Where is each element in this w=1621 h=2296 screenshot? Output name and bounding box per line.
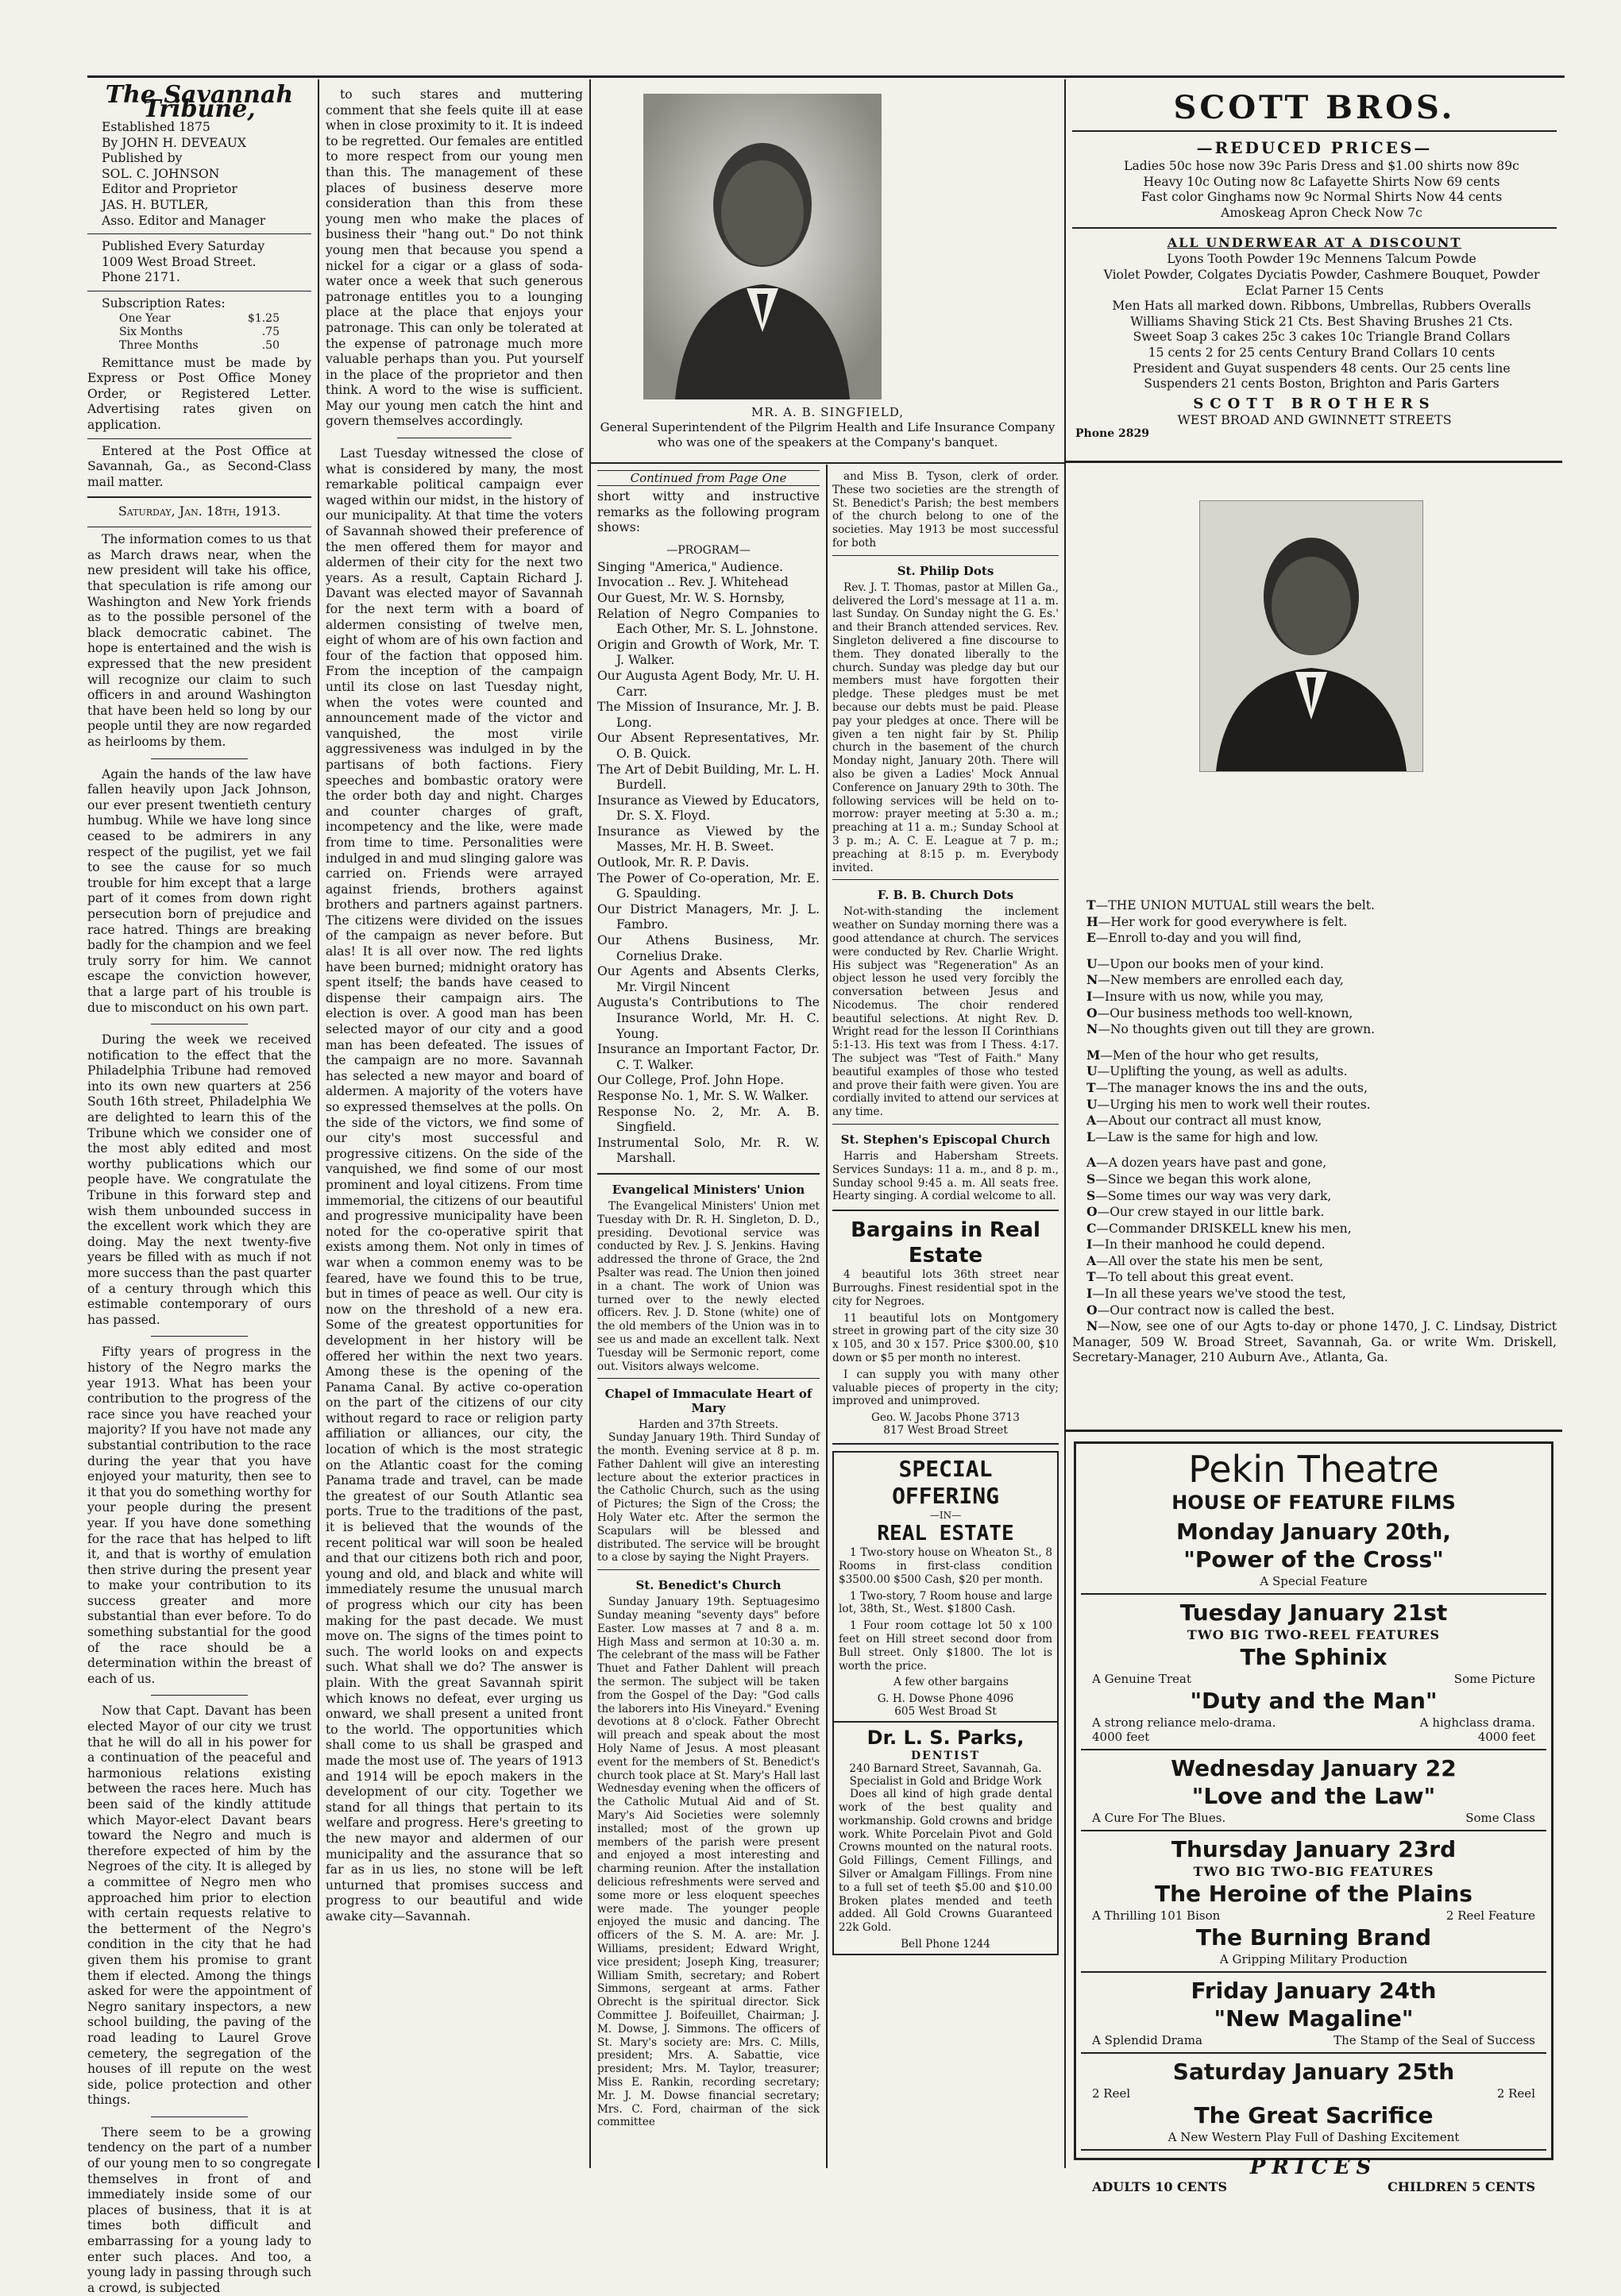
saturday-film: The Great Sacrifice [1194,2102,1434,2128]
acrostic-text: —Insure with us now, while you may, [1092,989,1324,1004]
acrostic-text: —Men of the hour who get results, [1100,1048,1319,1063]
fbb-title: F. B. B. Church Dots [877,888,1014,903]
acrostic-text: —All over the state his men be sent, [1096,1253,1323,1268]
photo-caption [597,405,1058,450]
caption-name: MR. A. B. SINGFIELD, [751,405,904,419]
bargains-ad [832,1217,1059,1437]
prices-title: PRICES [1249,2155,1378,2179]
divider [1081,2052,1546,2054]
stephen-text: Harris and Habersham Streets. Services Sundays: 11 a. m., and 8 p. m., Sunday school 9:45 a. m. All seats free. Hearty singing. A cordial welcome to all. [832,1150,1059,1203]
acrostic-letter: I [1086,1237,1093,1252]
acrostic-line [1072,1080,1557,1097]
fbb-section [832,888,1059,1119]
acrostic-line [1072,897,1557,914]
top-rule [87,75,1565,78]
bargains-item: 4 beautiful lots 36th street near Burroughs. Finest residential spot in the city for Negroes. [832,1268,1059,1308]
program-item: Augusta's Contributions to The Insurance World, Mr. H. C. Young. [597,995,820,1041]
divider [1081,1749,1546,1750]
scott-underwear: ALL UNDERWEAR AT A DISCOUNT [1167,235,1462,251]
tuesday-right: Some Picture [1453,1672,1535,1686]
rate-row [87,339,311,353]
scott-line: Suspenders 21 cents Boston, Brighton and Paris Garters [1144,376,1499,392]
scott-reduced: —REDUCED PRICES— [1196,138,1433,157]
acrostic-letter: S [1086,1171,1096,1187]
program-item: Singing "America," Audience. [597,559,784,574]
acrostic-letter: T [1086,1079,1096,1095]
monday-film: "Power of the Cross" [1183,1546,1444,1572]
editorial-young-men-cont: to such stares and muttering comment that she feels quite ill at ease when in close proximity to it. It is indeed to be regretted. Our females are entitled to more respect from our young men than this. The management of these places of business deserve more consideration than this from these young men who make the places of business their "hang out." Do not think young men that because you spend a nickel for a cigar or a glass of soda-water once a week that such generous patronage entitles you to a lounging place at the place that enjoys your patronage. This can only be tolerated at the expense of patronage much more valuable perhaps than you. Put yourself in the place of the proprietor and then think. A word to the wise is sufficient. May our young men catch the hint and govern themselves accordingly. [326,87,583,429]
friday-right: The Stamp of the Seal of Success [1333,2033,1535,2047]
scott-line: Ladies 50c hose now 39c Paris Dress and $1.00 shirts now 89c [1124,159,1519,173]
publisher-role: Editor and Proprietor [102,182,237,197]
benedict-text: Sunday January 19th. Septuagesimo Sunday meaning "seventy days" before Easter. Low masses at 7 and 8 a. m. High Mass and sermon at 10:30 a. m. The celebrant of the mass will be Father Thuet and Father Dahlent will preach the sermon. The subject will be taken from the Gospel of the Day: "God calls the laborers into His Vineyard." Evening devotions at 8 o'clock. Father Obrecht will preach and speak about the most Holy Name of Jesus. A most pleasant event for the members of St. Benedict's church took place at St. Mary's Hall last Wednesday evening when the officers of the Catholic Mutual Aid and of St. Mary's Aid Societies were solemnly installed; most of the grown up members of the parish were present and enjoyed a most interesting and charming reunion. After the installation delicious refreshments were served and some more or less eloquent speeches were made. The younger people enjoyed the music and dancing. The officers of the S. M. A. are: Mr. J. Williams, president; Edward Wright, vice president; Joseph King, treasurer; William Smith, secretary; and Robert Simmons, sergeant at arms. Father Obrecht is the spiritual director. Sick Committee J. Boifeuillet, Chairman; J. M. Dowse, J. Simmons. The officers of St. Mary's society are: Mrs. C. Mills, president; Mrs. A. Sabattie, vice president; Mrs. M. Taylor, treasurer; Miss E. Rankin, recording secretary; Mr. J. M. Dowse financial secretary; Mrs. C. Ford, chairman of the sick committee [597,1596,820,2129]
rates-list [87,312,311,353]
acrostic-letter: U [1086,1096,1098,1112]
scott-line: 15 cents 2 for 25 cents Century Brand Collars 10 cents [1148,345,1496,360]
acrostic-line [1072,989,1557,1005]
acrostic-text: —Since we began this work alone, [1095,1171,1312,1187]
divider [832,879,1059,880]
special-item: A few other bargains [893,1676,1009,1689]
program-item: Insurance an Important Factor, Dr. C. T. Walker. [597,1042,820,1072]
acrostic-line [1072,1048,1557,1064]
editorial-philadelphia-tribune: During the week we received notification to the effect that the Philadelphia Tribune had removed into its own new quarters at 256 South 16th street, Philadelphia We are delighted to learn this of the Tribune which we consider one of the most ably edited and most worthy publications which our people have. We congratulate the Tribune in this forward step and wish them unbounded success in the excellent work which they are doing. May the next twenty-five years be filled with as much if not more success than the past quarter of a century through which this estimable contemporary of ours has passed. [87,1032,311,1327]
program-item: The Power of Co-operation, Mr. E. G. Spaulding. [597,870,820,901]
acrostic-letter: T [1086,1269,1096,1285]
philip-title: St. Philip Dots [897,563,994,578]
acrostic-line [1072,1129,1557,1146]
program-item: Our Absent Representatives, Mr. O. B. Quick. [597,731,820,761]
acrostic-letter: A [1086,1252,1097,1268]
column-2 [326,87,583,2164]
fbb-text: Not-with-standing the inclement weather on Sunday morning there was a good attendance at church. The services were conducted by Rev. Charlie Wright. His subject was "Regeneration" As an object lesson he used very forcibly the conversation between Jesus and Nicodemus. The choir rendered beautiful selections. At night Rev. D. Wright read for the lesson II Corinthians 5:1-13. His text was from I Thess. 4:17. The subject was "Test of Faith." Many beautiful examples of those who tested and prove their faith were given. You are cordially invited to attend our services at any time. [832,905,1059,1119]
scott-line: Lyons Tooth Powder 19c Mennens Talcum Powde [1167,252,1476,267]
acrostic-line [1072,1021,1557,1038]
thursday-left: A Thrilling 101 Bison [1092,1908,1221,1923]
acrostic-line [1072,1269,1557,1286]
acrostic-text: —Law is the same for high and low. [1094,1129,1318,1144]
bargains-item: 11 beautiful lots on Montgomery street in growing part of the city size 30 x 105, and 30 x 157. Price $300.00, $10 down or $5 per month no interest. [832,1311,1059,1365]
pekin-sub: HOUSE OF FEATURE FILMS [1171,1491,1456,1514]
chapel-sub: Harden and 37th Streets. [638,1418,779,1432]
rate-row [87,326,311,339]
acrostic-line [1072,1188,1557,1205]
divider [597,1378,820,1379]
benedict-section [597,1578,820,2129]
program-item: Response No. 2, Mr. A. B. Singfield. [597,1104,820,1135]
acrostic-text: —THE UNION MUTUAL still wears the belt. [1095,898,1376,913]
stephen-section [832,1133,1059,1203]
acrostic-line [1072,1302,1557,1319]
acrostic-line [1072,914,1557,931]
special-in: —IN— [929,1510,962,1522]
editorial-jack-johnson: Again the hands of the law have fallen heavily upon Jack Johnson, our ever present twentieth century humbug. While we have long since ceased to be admirers in any respect of the pugilist, yet we fail to see the cause for so much trouble for him except that a large part of it comes from down right persecution born of prejudice and race hatred. Things are breaking badly for the champion and we feel truly sorry for him. We cannot escape the conviction however, that a large part of his trouble is due to misconduct on his own part. [87,766,311,1015]
acrostic-text: —Now, see one of our Agts to-day or phone 1470, J. C. Lindsay, District Manager, 509 W. Broad Street, Savannah, Ga. or write Wm. Driskell, Secretary-Manager, 210 Auburn Ave., Atlanta, Ga. [1072,1319,1557,1365]
column-1 [87,81,311,2295]
program-item: Outlook, Mr. R. P. Davis. [597,855,750,870]
founder: By JOHN H. DEVEAUX [102,135,247,150]
program-item: Our Guest, Mr. W. S. Hornsby, [597,590,785,605]
tuesday-row [1081,1715,1546,1730]
divider [151,1024,248,1025]
rate-price: .75 [261,325,280,338]
program-item: Our College, Prof. John Hope. [597,1073,785,1088]
acrostic-text: —Some times our way was very dark, [1095,1188,1332,1203]
scott-line: Amoskeag Apron Check Now 7c [1221,205,1422,220]
pekin-title: Pekin Theatre [1188,1448,1439,1491]
acrostic-letter: N [1086,972,1098,988]
acrostic-letter: T [1086,897,1096,913]
thursday-two: TWO BIG TWO-BIG FEATURES [1193,1864,1434,1879]
acrostic-text: —Commander DRISKELL knew his men, [1096,1221,1352,1236]
acrostic-line [1072,1253,1557,1270]
acrostic-letter: A [1086,1113,1097,1129]
dentist-phone: Bell Phone 1244 [901,1937,990,1951]
scott-line: Heavy 10c Outing now 8c Lafayette Shirts Now 69 cents [1143,174,1500,189]
thursday-day: Thursday January 23rd [1171,1836,1457,1862]
wednesday-left: A Cure For The Blues. [1092,1811,1226,1825]
acrostic-line [1072,1005,1557,1022]
acrostic-text: —Her work for good everywhere is felt. [1098,914,1348,929]
saturday-row [1081,2086,1546,2101]
rate-term: One Year [119,311,171,325]
masthead-title: The Savannah Tribune, [105,81,294,123]
bargains-item: I can supply you with many other valuable pieces of property in the city; improved and unimproved. [832,1368,1059,1408]
saturday-note: A New Western Play Full of Dashing Excitement [1168,2130,1460,2144]
acrostic-line [1072,956,1557,973]
tuesday-row [1081,1730,1546,1744]
acrostic-text: —In all these years we've stood the test, [1092,1287,1346,1302]
acrostic-line [1072,930,1557,947]
special-item: 1 Two-story, 7 Room house and large lot, 38th, St., West. $1800 Cash. [839,1589,1053,1616]
acrostic-line [1072,1237,1557,1253]
tuesday-film-2: "Duty and the Man" [1190,1688,1438,1714]
acrostic-text: —Our contract now is called the best. [1097,1302,1335,1318]
caption-rule [591,462,1064,464]
dentist-ad [832,1723,1059,1955]
acrostic-line [1072,1113,1557,1129]
acrostic-rule [1066,1430,1562,1432]
thursday-film-2: The Burning Brand [1195,1924,1432,1951]
thursday-note: A Gripping Military Production [1219,1952,1408,1966]
dentist-specialty: Specialist in Gold and Bridge Work [849,1775,1042,1789]
acrostic-text: —In their manhood he could depend. [1092,1237,1326,1252]
dentist-address: 240 Barnard Street, Savannah, Ga. [849,1762,1042,1776]
acrostic-line [1072,1038,1557,1048]
divider [832,1210,1059,1211]
divider [151,758,248,759]
scott-line: Sweet Soap 3 cakes 25c 3 cakes 10c Triangle Brand Collars [1133,330,1511,345]
union-mutual-acrostic [1072,897,1557,1422]
acrostic-letter: U [1086,955,1098,971]
acrostic-line [1072,947,1557,956]
wednesday-row [1081,1811,1546,1825]
acrostic-letter: L [1086,1129,1095,1144]
price-adults: ADULTS 10 CENTS [1092,2179,1228,2194]
special-item: 1 Two-story house on Wheaton St., 8 Rooms in first-class condition $3500.00 $500 Cash, $20 per month. [839,1546,1052,1586]
editorial-election: Last Tuesday witnessed the close of what is considered by many, the most remarkable political campaign ever waged within our midst, in the history of our municipality. At that time the voters of Savannah showed their preference of the men offered them for mayor and aldermen of their city for the next two years. As a result, Captain Richard J. Davant was elected mayor of Savannah for the next term with a board of aldermen consisting of twelve men, eight of whom are of his own faction and four of the faction that opposed him. From the inception of the campaign until its close on last Tuesday night, when the votes were counted and announcement made of the victor and vanquished, the most virile aggressiveness was indulged in by the partisans of both factions. Fiery speeches and bombastic oratory were the order both day and night. Charges and counter charges of graft, incompetency and the like, were made from time to time. Personalities were indulged in and mud slinging galore was carried on. Friends were arrayed against friends, brothers against brothers and partners against partners. The citizens were divided on the issues of the campaign as never before. But alas! It is all over now. The red lights have been burned; midnight oratory has spent itself; the bands have ceased to dispense their campaign airs. The election is over. A good man has been selected mayor of our city and a good man has been defeated. The issues of the campaign are no more. Savannah has selected a new mayor and board of aldermen. A majority of the voters have so expressed themselves at the polls. On the side of the victors, we find some of our city's most successful and progressive citizens. On the side of the vanquished, we find some of our most prominent and loyal citizens. From time immemorial, the citizens of our beautiful and progressive municipality have been noted for the co-operative spirit that exists among them. Not only in times of war when a common enemy was to be feared, have we found this to be true, but in times of peace as well. Our city is now on the threshold of a new era. Some of the greatest opportunities for development in her history will be offered her within the next two years. Among these is the opening of the Panama Canal. By active co-operation on the part of the citizens of our city without regard to race or religion party affiliation or alliances, our city, the location of which is the most strategic on the Atlantic coast for the coming Panama trade and travel, can be made the greatest of our South Atlantic sea ports. True to the traditions of the past, it is believed that the wounds of the recent political war will soon be healed and that our citizens both rich and poor, young and old, and black and white will immediately resume the unusual march of progress which our city has been making for the past decade. We must move on. The signs of the times point to such. The world looks on and expects such. What shall we do? The answer is plain. With the great Savannah spirit which knows no defeat, ever urging us onward, we shall present a united front to the world. The opportunities which shall come to us shall be grasped and made the most use of. The years of 1913 and 1914 will be epoch makers in the development of our city. Together we stand for all things that pertain to its welfare and progress. Here's greeting to the new mayor and aldermen of our municipality and the assurance that so far as in us lies, no stone will be left unturned that promises success and progress to our beautiful and wide awake city—Savannah. [326,446,583,1924]
scott-street: WEST BROAD AND GWINNETT STREETS [1177,411,1452,427]
acrostic-text: —A dozen years have past and gone, [1096,1156,1327,1171]
scott-signature: SCOTT BROTHERS [1193,395,1436,412]
acrostic-letter: O [1086,1204,1098,1220]
acrostic-text: —New members are enrolled each day, [1098,973,1344,988]
divider [832,1124,1059,1125]
acrostic-text: —No thoughts given out till they are grown. [1098,1022,1376,1037]
program-item: Origin and Growth of Work, Mr. T. J. Walker. [597,637,820,668]
program-item: Insurance as Viewed by the Masses, Mr. H. B. Sweet. [597,824,820,855]
tuesday-right: 4000 feet [1477,1730,1535,1744]
special-sub: REAL ESTATE [877,1522,1014,1546]
monday-note: A Special Feature [1260,1574,1368,1588]
divider [87,496,311,498]
program-item: The Mission of Insurance, Mr. J. B. Long. [597,700,820,730]
tuesday-two: TWO BIG TWO-REEL FEATURES [1187,1627,1441,1642]
acrostic-letter: I [1086,988,1093,1004]
thursday-film: The Heroine of the Plains [1155,1881,1472,1907]
acrostic-line [1072,1318,1557,1366]
acrostic-line [1072,1063,1557,1080]
program-list [597,560,820,1167]
caption-text: General Superintendent of the Pilgrim Health and Life Insurance Company who was one of the speakers at the Company's banquet. [600,420,1056,450]
acrostic-letter: I [1086,1286,1093,1302]
acrostic-line [1072,1286,1557,1302]
special-address: 605 West Broad St [894,1705,997,1719]
pekin-theatre-ad [1074,1441,1553,2194]
tuesday-left: 4000 feet [1092,1730,1150,1744]
scott-bros-ad [1072,86,1557,459]
acrostic-text: —The manager knows the ins and the outs, [1095,1080,1368,1095]
acrostic-letter: M [1086,1047,1101,1063]
acrostic-letter: O [1086,1005,1098,1021]
rate-price: .50 [261,338,280,352]
tuesday-left: A Genuine Treat [1092,1672,1191,1686]
bargains-title: Bargains in Real Estate [851,1218,1040,1268]
program-item: Relation of Negro Companies to Each Other, Mr. S. L. Johnstone. [597,606,820,637]
divider [832,555,1059,556]
program-item: Instrumental Solo, Mr. R. W. Marshall. [597,1135,820,1166]
price-children: CHILDREN 5 CENTS [1387,2179,1535,2194]
program-item: Our Athens Business, Mr. Cornelius Drake. [597,933,820,963]
acrostic-letter: S [1086,1187,1096,1203]
philip-text: Rev. J. T. Thomas, pastor at Millen Ga., delivered the Lord's message at 11 a. m. last Sunday. On Sunday night the G. Es.' and their Branch attended services. Rev. Singleton delivered a fine discourse to them. They donated liberally to the church. Sunday was pledge day but our members must have forgotten their pledge. These pledges must be met because our debts must be paid. Please pay your pledges at once. There will be given a ten night fair by St. Philip church in the basement of the church Monday night, January 20th. There will also be given a Ladies' Mock Annual Conference on January 29th to 30th. The following services will be held on to-morrow: prayer meeting at 5:30 a. m.; preaching at 11 a. m.; Sunday School at 3 p. m.; A. C. E. League at 7 p. m.; preaching at 8:15 p. m. Everybody invited. [832,581,1059,874]
bargains-signature: Geo. W. Jacobs Phone 3713 [871,1411,1020,1425]
benedict-title: St. Benedict's Church [635,1578,782,1593]
acrostic-line [1072,1221,1557,1237]
saturday-day: Saturday January 25th [1172,2059,1455,2085]
dentist-text: Does all kind of high grade dental work of the best quality and workmanship. Gold crowns and bridge work. White Porcelain Pivot and Gold Crowns mounted on the natural roots. Gold Fillings, Cement Fillings, and Silver or Amalgam Fillings. From nine to a full set of teeth $5.00 and $10.00 Broken plates mended and teeth added. All Gold Crowns Guaranteed 22k Gold. [839,1788,1052,1935]
rate-term: Six Months [119,325,183,338]
column-3 [597,470,820,2166]
published-by: Published by [102,151,183,166]
scott-line: President and Guyat suspenders 48 cents. Our 25 cents line [1133,361,1511,376]
divider [597,1569,820,1570]
saturday-left: 2 Reel [1092,2086,1131,2101]
program-item: Response No. 1, Mr. S. W. Walker. [597,1088,809,1103]
acrostic-letter: H [1086,913,1098,929]
acrostic-text: —About our contract all must know, [1096,1113,1322,1129]
column-rule-2 [589,79,591,2168]
program-item: Invocation .. Rev. J. Whitehead [597,575,789,590]
saturday-right: 2 Reel [1496,2086,1535,2101]
portrait-photo-2 [1199,500,1423,772]
chapel-section [597,1387,820,1565]
acrostic-letter: U [1086,1063,1098,1079]
scott-line: Williams Shaving Stick 21 Cts. Best Shaving Brushes 21 Cts. [1130,314,1513,329]
editorial-young-men: There seem to be a growing tendency on the part of a number of our young men to so congregate themselves in front of and immediately inside some of our places of business, that it is at times both difficult and embarrassing for a young lady to enter such places. And too, a young lady in passing through such a crowd, is subjected [87,2124,311,2295]
acrostic-letter: E [1086,930,1096,946]
acrostic-text: —Uplifting the young, as well as adults. [1097,1064,1348,1079]
acrostic-text: —Our crew stayed in our little bark. [1097,1205,1325,1220]
dentist-role: DENTIST [910,1750,981,1763]
philip-section [832,564,1059,875]
rate-row [87,312,311,326]
assoc-role: Asso. Editor and Manager [102,213,266,228]
acrostic-text: —Urging his men to work well their routes. [1097,1097,1371,1112]
special-signature: G. H. Dowse Phone 4096 [877,1692,1014,1706]
acrostic-line [1072,1097,1557,1113]
friday-left: A Splendid Drama [1092,2033,1202,2047]
continued-label: Continued from Page One [597,470,820,486]
phone: Phone 2171. [102,270,180,285]
remittance-note: Remittance must be made by Express or Post Office Money Order, or Registered Letter. Advertising rates given on application. [87,355,311,432]
divider [151,1336,248,1337]
divider [87,438,311,439]
portrait-photo [643,94,882,399]
special-title: SPECIAL OFFERING [892,1456,999,1510]
benedict-cont [832,470,1059,550]
divider [151,1695,248,1696]
program-item: Insurance as Viewed by Educators, Dr. S. X. Floyd. [597,793,820,824]
editorial-cabinet: The information comes to us that as March draws near, when the new president will take his office, that speculation is rife among our Washington and New York friends as to the possible personel of the black democratic cabinet. The hope is entertained and the wish is expressed that the new president will recognize our claim to such officers in and around Washington that have been held so long by our people until they are now regarded as heirlooms by them. [87,532,311,749]
column-rule-3b [826,465,828,2168]
editorial-davant: Now that Capt. Davant has been elected Mayor of our city we trust that he will do all in his power for a continuation of the peaceful and harmonious relations existing between the races here. Much has been said of the kindly attitude which Mayor-elect Davant bears toward the Negro and much is therefore expected of him by the Negroes of the city. It is alleged by a committee of Negro men who approached him prior to election with certain requests relative to the betterment of the Negro's condition in the city that he had given them his promise to grant them if elected. Among the things asked for were the appointment of Negro sanitary inspectors, a new school building, the paving of the road leading to Laurel Grove cemetery, the segregation of the houses of ill repute on the west side, police protection and other things. [87,1704,311,2108]
divider [1081,1593,1546,1595]
acrostic-text: —To tell about this great event. [1095,1270,1295,1285]
acrostic-line [1072,1155,1557,1171]
wednesday-right: Some Class [1465,1811,1535,1825]
publisher: SOL. C. JOHNSON [102,166,220,181]
assoc-editor: JAS. H. BUTLER, [102,197,209,212]
evangelical-title: Evangelical Ministers' Union [612,1182,805,1197]
program-item: Our Agents and Absents Clerks, Mr. Virgil Nincent [597,964,820,994]
acrostic-line [1072,1171,1557,1188]
portrait-image [643,94,882,399]
schedule: Published Every Saturday [102,239,265,254]
column-rule-3 [1064,79,1066,2168]
divider [832,1443,1059,1445]
acrostic-line [1072,1145,1557,1155]
divider [1072,227,1557,229]
column-rule-1 [318,79,319,2168]
evangelical-text: The Evangelical Ministers' Union met Tuesday with Dr. R. H. Singleton, D. D., presiding. Devotional service was conducted by Rev. J. S. Jenkins. Having addressed the throne of Grace, the 2nd Psalter was read. The Union then joined in a chant. The work of Union was turned over to the newly elected officers. Rev. J. D. Stone (white) one of the old members of the Union was in to see us and made an excellent talk. Next Tuesday will be Sermonic report, come out. Visitors always welcome. [597,1199,820,1373]
dentist-title: Dr. L. S. Parks, [866,1727,1025,1750]
scott-phone: Phone 2829 [1075,426,1149,440]
scott-title: SCOTT BROS. [1072,86,1557,132]
rates-title: Subscription Rates: [102,295,226,311]
program-item: Our District Managers, Mr. J. L. Fambro. [597,901,820,932]
issue-date: Saturday, Jan. 18th, 1913. [118,504,281,519]
acrostic-letter: O [1086,1302,1098,1318]
editorial-fifty-years: Fifty years of progress in the history of the Negro marks the year 1913. What has been your contribution to the progress of the race since you have reached your majority? If you have not made any substantial contribution to the race during the year that you have enjoyed your maturity, then see to it that you do something worthy for your people during the present year. If you have done something for the race that has helped to lift it, and that is worthy of emulation then strive during the present year to make your contribution to its success greater and more substantial than ever before. To do something substantial for the good of the race should be a determination within the breast of each of us. [87,1345,311,1686]
acrostic-text: —Our business methods too well-known, [1097,1005,1353,1021]
special-offering-ad [832,1451,1059,1723]
benedict-cont-text: and Miss B. Tyson, clerk of order. These two societies are the strength of St. Benedict's Parish; the best members of the church belong to one of the societies. May 1913 be most successful for both [832,470,1059,550]
prices-row [1081,2179,1546,2194]
established: Established 1875 [102,120,210,134]
program-intro: short witty and instructive remarks as the following program shows: [597,489,820,535]
wednesday-day: Wednesday January 22 [1171,1755,1457,1781]
thursday-row [1081,1908,1546,1923]
acrostic-line [1072,1204,1557,1221]
monday-day: Monday January 20th, [1176,1518,1451,1545]
column-4 [832,470,1059,2166]
scott-line: Fast color Ginghams now 9c Normal Shirts Now 44 cents [1140,190,1503,205]
acrostic-letter: N [1086,1318,1098,1334]
scott-line: Violet Powder, Colgates Dyciatis Powder, Cashmere Bouquet, Powder Eclat Parner 15 Cents [1103,267,1540,298]
entered-note: Entered at the Post Office at Savannah, Ga., as Second-Class mail matter. [87,443,311,489]
acrostic-line [1072,972,1557,989]
chapel-title: Chapel of Immaculate Heart of Mary [604,1387,812,1416]
rate-term: Three Months [119,338,199,352]
tuesday-right: A highclass drama. [1419,1715,1535,1730]
portrait-image-2 [1200,501,1422,771]
divider [87,233,311,234]
evangelical-section [597,1183,820,1373]
thursday-right: 2 Reel Feature [1445,1908,1535,1923]
masthead [87,81,311,527]
program-title: —PROGRAM— [666,543,751,557]
scott-line: Men Hats all marked down. Ribbons, Umbrellas, Rubbers Overalls [1112,299,1531,314]
friday-row [1081,2033,1546,2047]
tuesday-day: Tuesday January 21st [1179,1599,1448,1626]
friday-day: Friday January 24th [1191,1978,1437,2004]
acrostic-letter: N [1086,1021,1098,1037]
divider [1081,2149,1546,2151]
acrostic-letter: C [1086,1220,1097,1236]
program-item: The Art of Debit Building, Mr. L. H. Burdell. [597,762,820,793]
address: 1009 West Broad Street. [102,254,257,269]
program-item: Our Augusta Agent Body, Mr. U. H. Carr. [597,668,820,699]
acrostic-text: —Enroll to-day and you will find, [1095,931,1302,946]
tuesday-row [1081,1672,1546,1686]
acrostic-text: —Upon our books men of your kind. [1097,956,1324,971]
special-item: 1 Four room cottage lot 50 x 100 feet on Hill street second door from Bull street. Only $1800. The lot is worth the price. [839,1619,1052,1673]
scott-rule [1066,461,1562,463]
stephen-title: St. Stephen's Episcopal Church [840,1133,1051,1148]
wednesday-film: "Love and the Law" [1191,1783,1436,1809]
friday-film: "New Magaline" [1214,2005,1414,2032]
divider [597,1173,820,1175]
bargains-address: 817 West Broad Street [883,1424,1008,1437]
chapel-text: Sunday January 19th. Third Sunday of the month. Evening service at 8 p. m. Father Dahlent will give an interesting lecture about the exterior practices in the Catholic Church, such as the using of Pictures; the Sign of the Cross; the Holy Water etc. After the sermon the Scapulars will be blessed and distributed. The service will be brought to a close by saying the Night Prayers. [597,1431,820,1565]
acrostic-letter: A [1086,1155,1097,1171]
tuesday-left: A strong reliance melo-drama. [1092,1715,1276,1730]
divider [1081,1971,1546,1973]
rate-price: $1.25 [247,311,280,325]
tuesday-film: The Sphinix [1240,1644,1387,1670]
divider [1081,1830,1546,1831]
